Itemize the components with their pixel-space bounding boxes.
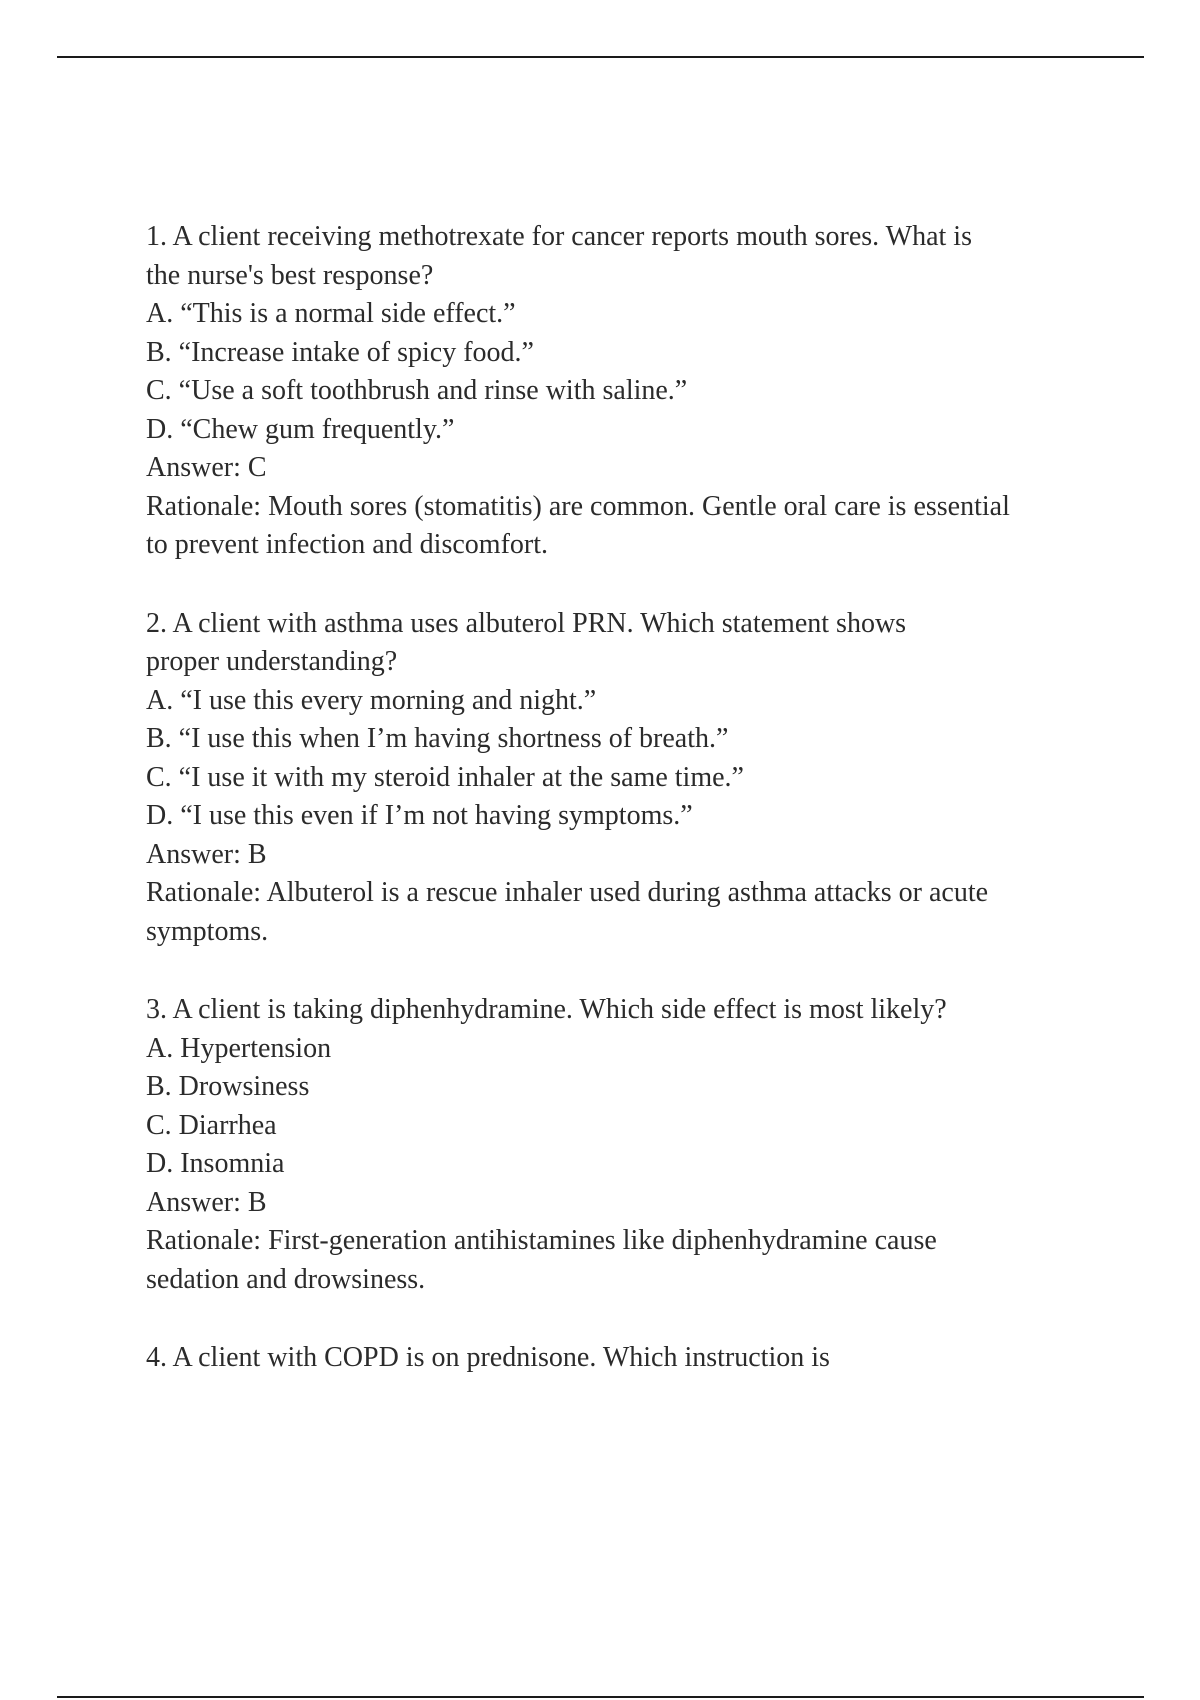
question-stem: 2. A client with asthma uses albuterol PRN. Which statement shows proper understanding? <box>146 607 907 677</box>
answer: Answer: B <box>146 838 267 870</box>
option-c: C. “Use a soft toothbrush and rinse with saline.” <box>146 375 688 406</box>
question-4 <box>146 1339 1046 1378</box>
answer: Answer: B <box>146 1186 267 1218</box>
option-a: A. “This is a normal side effect.” <box>146 298 516 329</box>
option-b: B. “Increase intake of spicy food.” <box>146 336 534 368</box>
option-d: D. “Chew gum frequently.” <box>146 413 455 445</box>
question-1 <box>146 218 1046 565</box>
option-b: B. Drowsiness <box>146 1071 310 1102</box>
option-b: B. “I use this when I’m having shortness of breath.” <box>146 723 729 754</box>
option-a: A. Hypertension <box>146 1032 332 1064</box>
question-2 <box>146 605 1046 952</box>
question-stem: 4. A client with COPD is on prednisone. Which instruction is <box>146 1342 830 1373</box>
rationale: Rationale: First-generation antihistamines like diphenhydramine cause sedation and drowsiness. <box>146 1225 937 1295</box>
question-stem: 1. A client receiving methotrexate for cancer reports mouth sores. What is the nurse's best response? <box>146 221 972 291</box>
option-c: C. “I use it with my steroid inhaler at the same time.” <box>146 761 744 793</box>
answer: Answer: C <box>146 452 267 483</box>
option-d: D. “I use this even if I’m not having symptoms.” <box>146 800 693 831</box>
header-rule <box>57 56 1144 58</box>
rationale: Rationale: Albuterol is a rescue inhaler used during asthma attacks or acute symptoms. <box>146 877 989 947</box>
rationale: Rationale: Mouth sores (stomatitis) are common. Gentle oral care is essential to prevent infection and discomfort. <box>146 490 1010 560</box>
footer-rule <box>57 1696 1144 1698</box>
option-d: D. Insomnia <box>146 1148 285 1179</box>
question-3 <box>146 991 1046 1299</box>
option-a: A. “I use this every morning and night.” <box>146 684 597 716</box>
option-c: C. Diarrhea <box>146 1109 277 1141</box>
question-stem: 3. A client is taking diphenhydramine. Which side effect is most likely? <box>146 994 947 1025</box>
document-body <box>146 218 1046 1378</box>
